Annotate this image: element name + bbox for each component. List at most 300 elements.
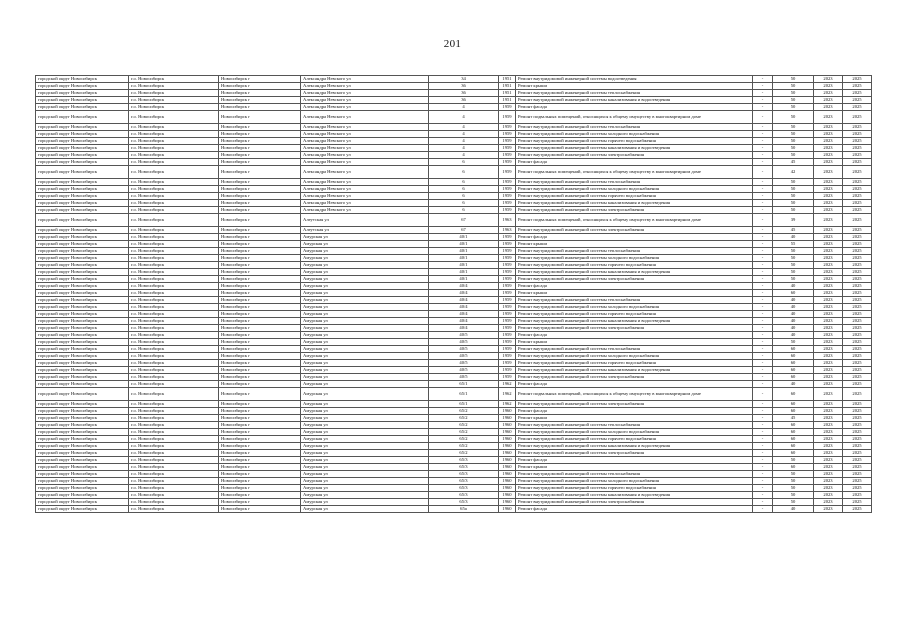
- end-year-cell: 2025: [843, 255, 872, 262]
- municipality-cell: городской округ Новосибирск: [36, 207, 129, 214]
- locality-cell: Новосибирск г: [219, 332, 301, 339]
- table-body: [36, 76, 872, 513]
- end-year-cell: 2025: [843, 471, 872, 478]
- street-cell: Амурская ул: [301, 506, 429, 513]
- locality-cell: Новосибирск г: [219, 76, 301, 83]
- house-number-cell: 40/4: [429, 304, 499, 311]
- start-year-cell: 2023: [814, 214, 843, 227]
- build-year-cell: 1963: [499, 227, 516, 234]
- value-cell: 45: [773, 159, 814, 166]
- street-cell: Амурская ул: [301, 381, 429, 388]
- end-year-cell: 2025: [843, 436, 872, 443]
- value-cell: 50: [773, 255, 814, 262]
- district-cell: г.о. Новосибирск: [129, 381, 219, 388]
- locality-cell: Новосибирск г: [219, 145, 301, 152]
- work-type-cell: Ремонт крыши: [516, 241, 753, 248]
- district-cell: г.о. Новосибирск: [129, 318, 219, 325]
- house-number-cell: 40/4: [429, 283, 499, 290]
- start-year-cell: 2023: [814, 283, 843, 290]
- build-year-cell: 1960: [499, 492, 516, 499]
- end-year-cell: 2025: [843, 297, 872, 304]
- start-year-cell: 2023: [814, 457, 843, 464]
- build-year-cell: 1959: [499, 186, 516, 193]
- locality-cell: Новосибирск г: [219, 318, 301, 325]
- work-type-cell: Ремонт внутридомовой инженерной системы теплоснабжения: [516, 346, 753, 353]
- district-cell: г.о. Новосибирск: [129, 422, 219, 429]
- house-number-cell: 40/1: [429, 248, 499, 255]
- house-number-cell: 65/2: [429, 408, 499, 415]
- dash-cell: -: [753, 304, 773, 311]
- municipality-cell: городской округ Новосибирск: [36, 283, 129, 290]
- street-cell: Алеутская ул: [301, 214, 429, 227]
- locality-cell: Новосибирск г: [219, 311, 301, 318]
- work-type-cell: Ремонт внутридомовой инженерной системы теплоснабжения: [516, 90, 753, 97]
- end-year-cell: 2025: [843, 325, 872, 332]
- street-cell: Амурская ул: [301, 297, 429, 304]
- house-number-cell: 36: [429, 90, 499, 97]
- district-cell: г.о. Новосибирск: [129, 111, 219, 124]
- table-row: [36, 214, 872, 227]
- locality-cell: Новосибирск г: [219, 471, 301, 478]
- start-year-cell: 2023: [814, 145, 843, 152]
- street-cell: Амурская ул: [301, 283, 429, 290]
- end-year-cell: 2025: [843, 367, 872, 374]
- build-year-cell: 1960: [499, 429, 516, 436]
- work-type-cell: Ремонт внутридомовой инженерной системы канализования и водоотведения: [516, 200, 753, 207]
- start-year-cell: 2023: [814, 90, 843, 97]
- district-cell: г.о. Новосибирск: [129, 255, 219, 262]
- start-year-cell: 2023: [814, 325, 843, 332]
- table-row: [36, 499, 872, 506]
- dash-cell: -: [753, 124, 773, 131]
- municipality-cell: городской округ Новосибирск: [36, 131, 129, 138]
- start-year-cell: 2023: [814, 436, 843, 443]
- district-cell: г.о. Новосибирск: [129, 499, 219, 506]
- locality-cell: Новосибирск г: [219, 262, 301, 269]
- build-year-cell: 1960: [499, 499, 516, 506]
- build-year-cell: 1959: [499, 318, 516, 325]
- street-cell: Александра Невского ул: [301, 152, 429, 159]
- municipality-cell: городской округ Новосибирск: [36, 346, 129, 353]
- work-type-cell: Ремонт фасада: [516, 381, 753, 388]
- start-year-cell: 2023: [814, 492, 843, 499]
- build-year-cell: 1962: [499, 388, 516, 401]
- end-year-cell: 2025: [843, 415, 872, 422]
- dash-cell: -: [753, 241, 773, 248]
- district-cell: г.о. Новосибирск: [129, 436, 219, 443]
- street-cell: Александра Невского ул: [301, 207, 429, 214]
- build-year-cell: 1960: [499, 436, 516, 443]
- end-year-cell: 2025: [843, 227, 872, 234]
- dash-cell: -: [753, 90, 773, 97]
- municipality-cell: городской округ Новосибирск: [36, 485, 129, 492]
- district-cell: г.о. Новосибирск: [129, 429, 219, 436]
- work-type-cell: Ремонт внутридомовой инженерной системы электроснабжения: [516, 227, 753, 234]
- municipality-cell: городской округ Новосибирск: [36, 339, 129, 346]
- dash-cell: -: [753, 248, 773, 255]
- end-year-cell: 2025: [843, 124, 872, 131]
- table-row: [36, 381, 872, 388]
- locality-cell: Новосибирск г: [219, 443, 301, 450]
- start-year-cell: 2023: [814, 152, 843, 159]
- table-row: [36, 138, 872, 145]
- start-year-cell: 2023: [814, 506, 843, 513]
- build-year-cell: 1960: [499, 506, 516, 513]
- dash-cell: -: [753, 367, 773, 374]
- locality-cell: Новосибирск г: [219, 374, 301, 381]
- dash-cell: -: [753, 415, 773, 422]
- build-year-cell: 1960: [499, 485, 516, 492]
- municipality-cell: городской округ Новосибирск: [36, 138, 129, 145]
- locality-cell: Новосибирск г: [219, 283, 301, 290]
- build-year-cell: 1951: [499, 83, 516, 90]
- municipality-cell: городской округ Новосибирск: [36, 360, 129, 367]
- district-cell: г.о. Новосибирск: [129, 269, 219, 276]
- dash-cell: -: [753, 422, 773, 429]
- start-year-cell: 2023: [814, 485, 843, 492]
- house-number-cell: 65/3: [429, 485, 499, 492]
- locality-cell: Новосибирск г: [219, 152, 301, 159]
- locality-cell: Новосибирск г: [219, 248, 301, 255]
- build-year-cell: 1959: [499, 374, 516, 381]
- value-cell: 60: [773, 436, 814, 443]
- end-year-cell: 2025: [843, 304, 872, 311]
- end-year-cell: 2025: [843, 485, 872, 492]
- work-type-cell: Ремонт фасада: [516, 506, 753, 513]
- house-number-cell: 4: [429, 124, 499, 131]
- value-cell: 40: [773, 325, 814, 332]
- street-cell: Амурская ул: [301, 401, 429, 408]
- table-row: [36, 325, 872, 332]
- dash-cell: -: [753, 353, 773, 360]
- start-year-cell: 2023: [814, 262, 843, 269]
- table-row: [36, 457, 872, 464]
- work-type-cell: Ремонт внутридомовой инженерной системы холодного водоснабжения: [516, 186, 753, 193]
- table-row: [36, 360, 872, 367]
- end-year-cell: 2025: [843, 131, 872, 138]
- locality-cell: Новосибирск г: [219, 457, 301, 464]
- start-year-cell: 2023: [814, 97, 843, 104]
- end-year-cell: 2025: [843, 332, 872, 339]
- dash-cell: -: [753, 311, 773, 318]
- district-cell: г.о. Новосибирск: [129, 506, 219, 513]
- locality-cell: Новосибирск г: [219, 159, 301, 166]
- street-cell: Амурская ул: [301, 290, 429, 297]
- value-cell: 60: [773, 346, 814, 353]
- work-type-cell: Ремонт внутридомовой инженерной системы электроснабжения: [516, 325, 753, 332]
- build-year-cell: 1960: [499, 415, 516, 422]
- house-number-cell: 40/4: [429, 297, 499, 304]
- end-year-cell: 2025: [843, 193, 872, 200]
- street-cell: Амурская ул: [301, 415, 429, 422]
- end-year-cell: 2025: [843, 318, 872, 325]
- build-year-cell: 1959: [499, 346, 516, 353]
- street-cell: Амурская ул: [301, 499, 429, 506]
- value-cell: 50: [773, 131, 814, 138]
- municipality-cell: городской округ Новосибирск: [36, 193, 129, 200]
- work-type-cell: Ремонт внутридомовой инженерной системы электроснабжения: [516, 374, 753, 381]
- value-cell: 50: [773, 471, 814, 478]
- work-type-cell: Ремонт внутридомовой инженерной системы холодного водоснабжения: [516, 255, 753, 262]
- district-cell: г.о. Новосибирск: [129, 388, 219, 401]
- start-year-cell: 2023: [814, 186, 843, 193]
- house-number-cell: 40/1: [429, 234, 499, 241]
- district-cell: г.о. Новосибирск: [129, 290, 219, 297]
- dash-cell: -: [753, 464, 773, 471]
- locality-cell: Новосибирск г: [219, 429, 301, 436]
- house-number-cell: 65/2: [429, 429, 499, 436]
- dash-cell: -: [753, 97, 773, 104]
- start-year-cell: 2023: [814, 318, 843, 325]
- street-cell: Александра Невского ул: [301, 111, 429, 124]
- value-cell: 39: [773, 214, 814, 227]
- end-year-cell: 2025: [843, 104, 872, 111]
- locality-cell: Новосибирск г: [219, 346, 301, 353]
- value-cell: 50: [773, 90, 814, 97]
- locality-cell: Новосибирск г: [219, 166, 301, 179]
- build-year-cell: 1959: [499, 124, 516, 131]
- street-cell: Александра Невского ул: [301, 159, 429, 166]
- dash-cell: -: [753, 381, 773, 388]
- build-year-cell: 1959: [499, 241, 516, 248]
- start-year-cell: 2023: [814, 381, 843, 388]
- table-row: [36, 374, 872, 381]
- street-cell: Амурская ул: [301, 367, 429, 374]
- value-cell: 55: [773, 241, 814, 248]
- start-year-cell: 2023: [814, 499, 843, 506]
- district-cell: г.о. Новосибирск: [129, 276, 219, 283]
- dash-cell: -: [753, 200, 773, 207]
- table-row: [36, 450, 872, 457]
- dash-cell: -: [753, 325, 773, 332]
- dash-cell: -: [753, 499, 773, 506]
- start-year-cell: 2023: [814, 83, 843, 90]
- locality-cell: Новосибирск г: [219, 200, 301, 207]
- district-cell: г.о. Новосибирск: [129, 443, 219, 450]
- dash-cell: -: [753, 152, 773, 159]
- end-year-cell: 2025: [843, 408, 872, 415]
- build-year-cell: 1959: [499, 360, 516, 367]
- start-year-cell: 2023: [814, 241, 843, 248]
- dash-cell: -: [753, 262, 773, 269]
- district-cell: г.о. Новосибирск: [129, 152, 219, 159]
- build-year-cell: 1959: [499, 234, 516, 241]
- locality-cell: Новосибирск г: [219, 90, 301, 97]
- end-year-cell: 2025: [843, 111, 872, 124]
- dash-cell: -: [753, 478, 773, 485]
- house-number-cell: 4: [429, 152, 499, 159]
- district-cell: г.о. Новосибирск: [129, 332, 219, 339]
- locality-cell: Новосибирск г: [219, 388, 301, 401]
- street-cell: Александра Невского ул: [301, 104, 429, 111]
- dash-cell: -: [753, 186, 773, 193]
- district-cell: г.о. Новосибирск: [129, 90, 219, 97]
- end-year-cell: 2025: [843, 388, 872, 401]
- value-cell: 60: [773, 290, 814, 297]
- build-year-cell: 1960: [499, 422, 516, 429]
- work-type-cell: Ремонт внутридомовой инженерной системы теплоснабжения: [516, 179, 753, 186]
- municipality-cell: городской округ Новосибирск: [36, 506, 129, 513]
- dash-cell: -: [753, 332, 773, 339]
- table-row: [36, 401, 872, 408]
- build-year-cell: 1959: [499, 159, 516, 166]
- locality-cell: Новосибирск г: [219, 138, 301, 145]
- table-row: [36, 111, 872, 124]
- end-year-cell: 2025: [843, 457, 872, 464]
- street-cell: Амурская ул: [301, 422, 429, 429]
- build-year-cell: 1959: [499, 276, 516, 283]
- district-cell: г.о. Новосибирск: [129, 138, 219, 145]
- table-row: [36, 131, 872, 138]
- end-year-cell: 2025: [843, 311, 872, 318]
- value-cell: 60: [773, 374, 814, 381]
- end-year-cell: 2025: [843, 76, 872, 83]
- street-cell: Александра Невского ул: [301, 186, 429, 193]
- dash-cell: -: [753, 436, 773, 443]
- dash-cell: -: [753, 429, 773, 436]
- repair-schedule-table: [35, 75, 872, 513]
- build-year-cell: 1959: [499, 367, 516, 374]
- start-year-cell: 2023: [814, 332, 843, 339]
- end-year-cell: 2025: [843, 422, 872, 429]
- street-cell: Амурская ул: [301, 436, 429, 443]
- end-year-cell: 2025: [843, 152, 872, 159]
- end-year-cell: 2025: [843, 269, 872, 276]
- municipality-cell: городской округ Новосибирск: [36, 436, 129, 443]
- house-number-cell: 65/2: [429, 422, 499, 429]
- house-number-cell: 40/5: [429, 374, 499, 381]
- end-year-cell: 2025: [843, 200, 872, 207]
- municipality-cell: городской округ Новосибирск: [36, 318, 129, 325]
- work-type-cell: Ремонт внутридомовой инженерной системы электроснабжения: [516, 450, 753, 457]
- start-year-cell: 2023: [814, 248, 843, 255]
- municipality-cell: городской округ Новосибирск: [36, 234, 129, 241]
- locality-cell: Новосибирск г: [219, 241, 301, 248]
- street-cell: Амурская ул: [301, 304, 429, 311]
- district-cell: г.о. Новосибирск: [129, 179, 219, 186]
- dash-cell: -: [753, 408, 773, 415]
- municipality-cell: городской округ Новосибирск: [36, 401, 129, 408]
- street-cell: Александра Невского ул: [301, 138, 429, 145]
- street-cell: Амурская ул: [301, 450, 429, 457]
- dash-cell: -: [753, 443, 773, 450]
- dash-cell: -: [753, 471, 773, 478]
- locality-cell: Новосибирск г: [219, 297, 301, 304]
- table-row: [36, 318, 872, 325]
- table-row: [36, 248, 872, 255]
- locality-cell: Новосибирск г: [219, 124, 301, 131]
- start-year-cell: 2023: [814, 478, 843, 485]
- value-cell: 50: [773, 262, 814, 269]
- work-type-cell: Ремонт фасада: [516, 234, 753, 241]
- municipality-cell: городской округ Новосибирск: [36, 104, 129, 111]
- municipality-cell: городской округ Новосибирск: [36, 304, 129, 311]
- dash-cell: -: [753, 485, 773, 492]
- work-type-cell: Ремонт фасада: [516, 408, 753, 415]
- municipality-cell: городской округ Новосибирск: [36, 76, 129, 83]
- municipality-cell: городской округ Новосибирск: [36, 255, 129, 262]
- district-cell: г.о. Новосибирск: [129, 374, 219, 381]
- street-cell: Амурская ул: [301, 332, 429, 339]
- build-year-cell: 1959: [499, 311, 516, 318]
- dash-cell: -: [753, 269, 773, 276]
- end-year-cell: 2025: [843, 241, 872, 248]
- value-cell: 60: [773, 401, 814, 408]
- end-year-cell: 2025: [843, 214, 872, 227]
- house-number-cell: 40/5: [429, 353, 499, 360]
- municipality-cell: городской округ Новосибирск: [36, 90, 129, 97]
- municipality-cell: городской округ Новосибирск: [36, 471, 129, 478]
- start-year-cell: 2023: [814, 311, 843, 318]
- work-type-cell: Ремонт внутридомовой инженерной системы электроснабжения: [516, 499, 753, 506]
- table-row: [36, 297, 872, 304]
- start-year-cell: 2023: [814, 346, 843, 353]
- table-row: [36, 124, 872, 131]
- dash-cell: -: [753, 255, 773, 262]
- work-type-cell: Ремонт внутридомовой инженерной системы канализования и водоотведения: [516, 318, 753, 325]
- locality-cell: Новосибирск г: [219, 450, 301, 457]
- value-cell: 45: [773, 415, 814, 422]
- value-cell: 50: [773, 76, 814, 83]
- work-type-cell: Ремонт подвальных помещений, относящихся к общему имуществу в многоквартирном доме: [516, 111, 753, 124]
- work-type-cell: Ремонт фасада: [516, 159, 753, 166]
- table-row: [36, 104, 872, 111]
- table-row: [36, 241, 872, 248]
- end-year-cell: 2025: [843, 290, 872, 297]
- work-type-cell: Ремонт крыши: [516, 290, 753, 297]
- work-type-cell: Ремонт крыши: [516, 415, 753, 422]
- build-year-cell: 1962: [499, 401, 516, 408]
- work-type-cell: Ремонт внутридомовой инженерной системы теплоснабжения: [516, 471, 753, 478]
- start-year-cell: 2023: [814, 111, 843, 124]
- build-year-cell: 1959: [499, 166, 516, 179]
- dash-cell: -: [753, 193, 773, 200]
- build-year-cell: 1959: [499, 332, 516, 339]
- municipality-cell: городской округ Новосибирск: [36, 83, 129, 90]
- district-cell: г.о. Новосибирск: [129, 76, 219, 83]
- work-type-cell: Ремонт фасада: [516, 104, 753, 111]
- locality-cell: Новосибирск г: [219, 193, 301, 200]
- street-cell: Амурская ул: [301, 311, 429, 318]
- value-cell: 50: [773, 276, 814, 283]
- work-type-cell: Ремонт внутридомовой инженерной системы канализования и водоотведения: [516, 269, 753, 276]
- district-cell: г.о. Новосибирск: [129, 478, 219, 485]
- locality-cell: Новосибирск г: [219, 227, 301, 234]
- end-year-cell: 2025: [843, 506, 872, 513]
- district-cell: г.о. Новосибирск: [129, 241, 219, 248]
- house-number-cell: 4: [429, 131, 499, 138]
- dash-cell: -: [753, 360, 773, 367]
- district-cell: г.о. Новосибирск: [129, 248, 219, 255]
- dash-cell: -: [753, 138, 773, 145]
- value-cell: 40: [773, 234, 814, 241]
- value-cell: 45: [773, 227, 814, 234]
- start-year-cell: 2023: [814, 401, 843, 408]
- end-year-cell: 2025: [843, 401, 872, 408]
- work-type-cell: Ремонт внутридомовой инженерной системы горячего водоснабжения: [516, 311, 753, 318]
- build-year-cell: 1959: [499, 131, 516, 138]
- municipality-cell: городской округ Новосибирск: [36, 297, 129, 304]
- street-cell: Амурская ул: [301, 485, 429, 492]
- end-year-cell: 2025: [843, 262, 872, 269]
- work-type-cell: Ремонт внутридомовой инженерной системы теплоснабжения: [516, 124, 753, 131]
- municipality-cell: городской округ Новосибирск: [36, 214, 129, 227]
- value-cell: 50: [773, 186, 814, 193]
- house-number-cell: 40/4: [429, 290, 499, 297]
- build-year-cell: 1959: [499, 200, 516, 207]
- start-year-cell: 2023: [814, 234, 843, 241]
- street-cell: Амурская ул: [301, 248, 429, 255]
